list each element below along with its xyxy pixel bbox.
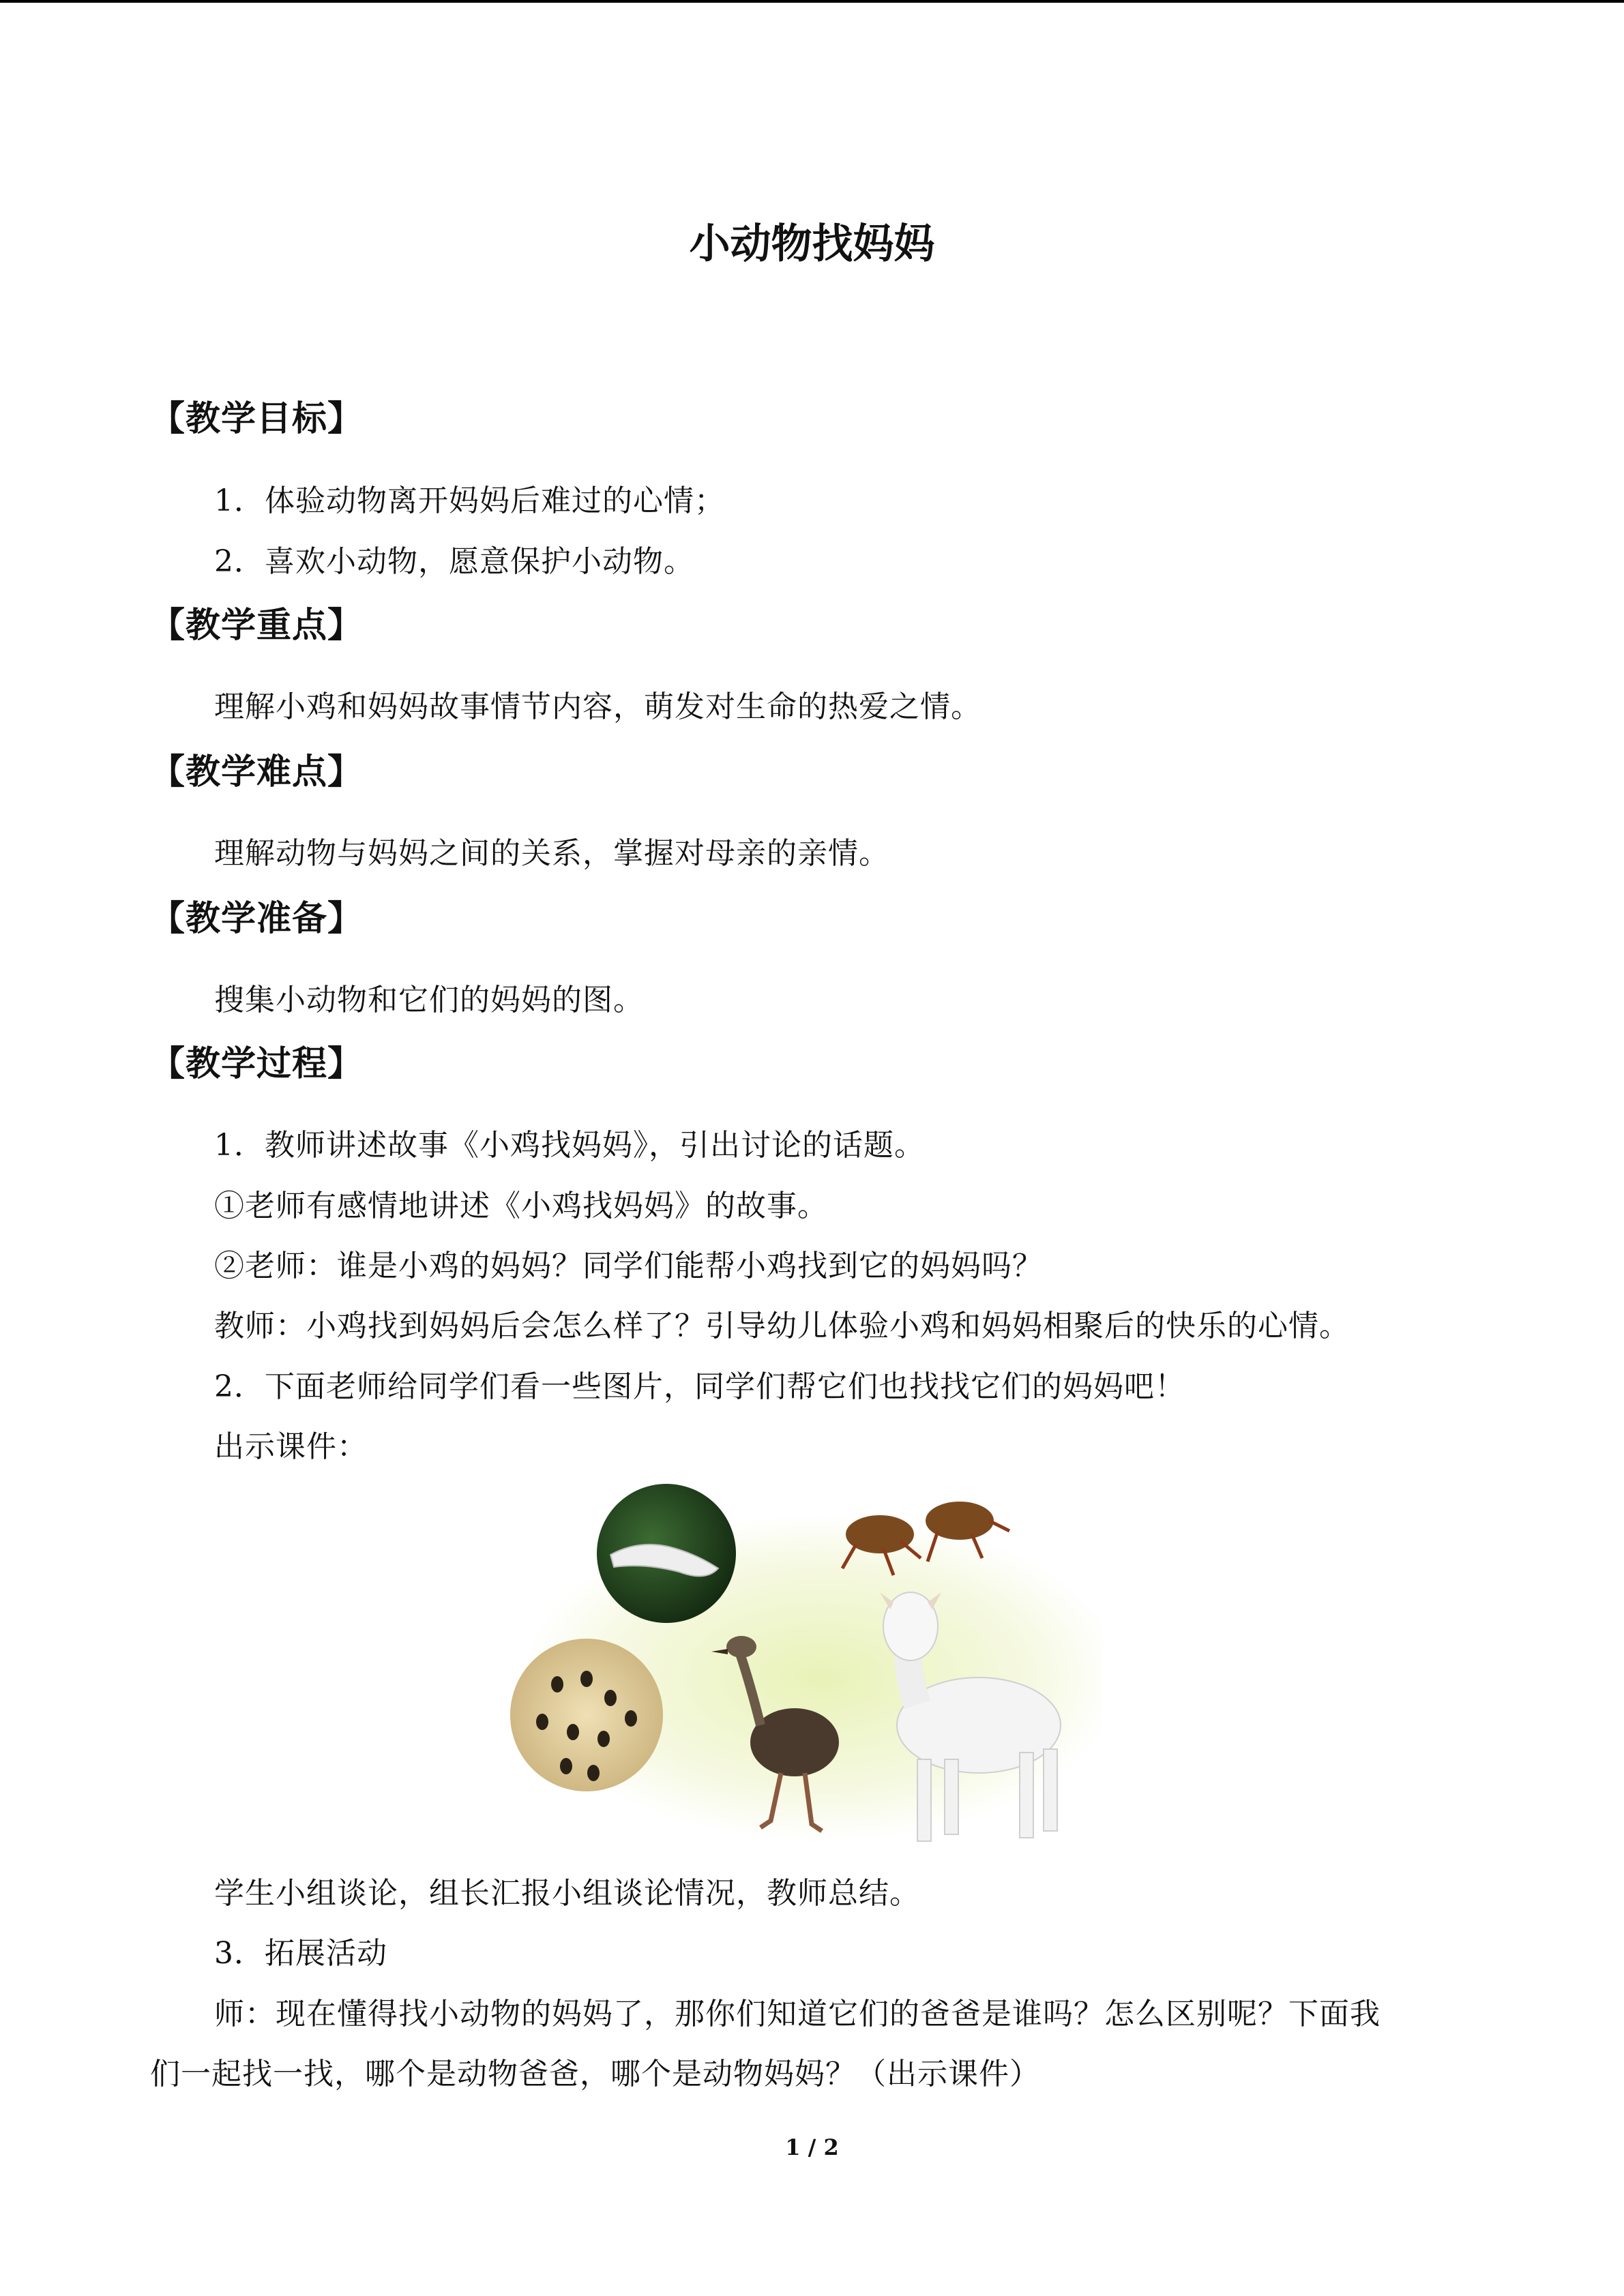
page-number: 1 / 2 xyxy=(785,2134,839,2160)
heading-key-points: 【教学重点】 xyxy=(150,606,364,646)
after-figure-line-1: 学生小组谈论，组长汇报小组谈论情况，教师总结。 xyxy=(214,1876,920,1911)
heading-process: 【教学过程】 xyxy=(150,1044,364,1084)
process-line-5: 2．下面老师给同学们看一些图片，同学们帮它们也找找它们的妈妈吧！ xyxy=(214,1369,1185,1404)
after-figure-line-2: 3．拓展活动 xyxy=(214,1936,387,1971)
after-figure-line-4: 们一起找一找，哪个是动物爸爸，哪个是动物妈妈？（出示课件） xyxy=(150,2057,1040,2091)
process-line-4: 教师：小鸡找到妈妈后会怎么样了？引导幼儿体验小鸡和妈妈相聚后的快乐的心情。 xyxy=(214,1309,1350,1343)
difficulties-text: 理解动物与妈妈之间的关系，掌握对母亲的亲情。 xyxy=(214,836,889,871)
page-title: 小动物找妈妈 xyxy=(689,220,935,268)
after-figure-line-3: 师：现在懂得找小动物的妈妈了，那你们知道它们的爸爸是谁吗？怎么区别呢？下面我 xyxy=(214,1997,1381,2031)
silkworm-image xyxy=(597,1484,736,1623)
page-top-border xyxy=(0,0,1624,3)
baby-animals-illustration xyxy=(501,1480,1102,1848)
process-line-2: ①老师有感情地讲述《小鸡找妈妈》的故事。 xyxy=(214,1189,828,1223)
process-line-3: ②老师：谁是小鸡的妈妈？同学们能帮小鸡找到它的妈妈吗？ xyxy=(214,1249,1043,1283)
goal-item-2: 2．喜欢小动物，愿意保护小动物。 xyxy=(214,544,694,579)
heading-teaching-goals: 【教学目标】 xyxy=(150,399,364,439)
goal-item-1: 1．体验动物离开妈妈后难过的心情； xyxy=(214,483,725,518)
heading-difficulties: 【教学难点】 xyxy=(150,752,364,792)
heading-preparation: 【教学准备】 xyxy=(150,899,364,939)
tadpoles-image xyxy=(510,1639,663,1791)
process-line-1: 1．教师讲述故事《小鸡找妈妈》，引出讨论的话题。 xyxy=(214,1128,925,1163)
process-line-6: 出示课件： xyxy=(214,1429,368,1464)
preparation-text: 搜集小动物和它们的妈妈的图。 xyxy=(214,983,644,1017)
key-points-text: 理解小鸡和妈妈故事情节内容，萌发对生命的热爱之情。 xyxy=(214,689,981,724)
